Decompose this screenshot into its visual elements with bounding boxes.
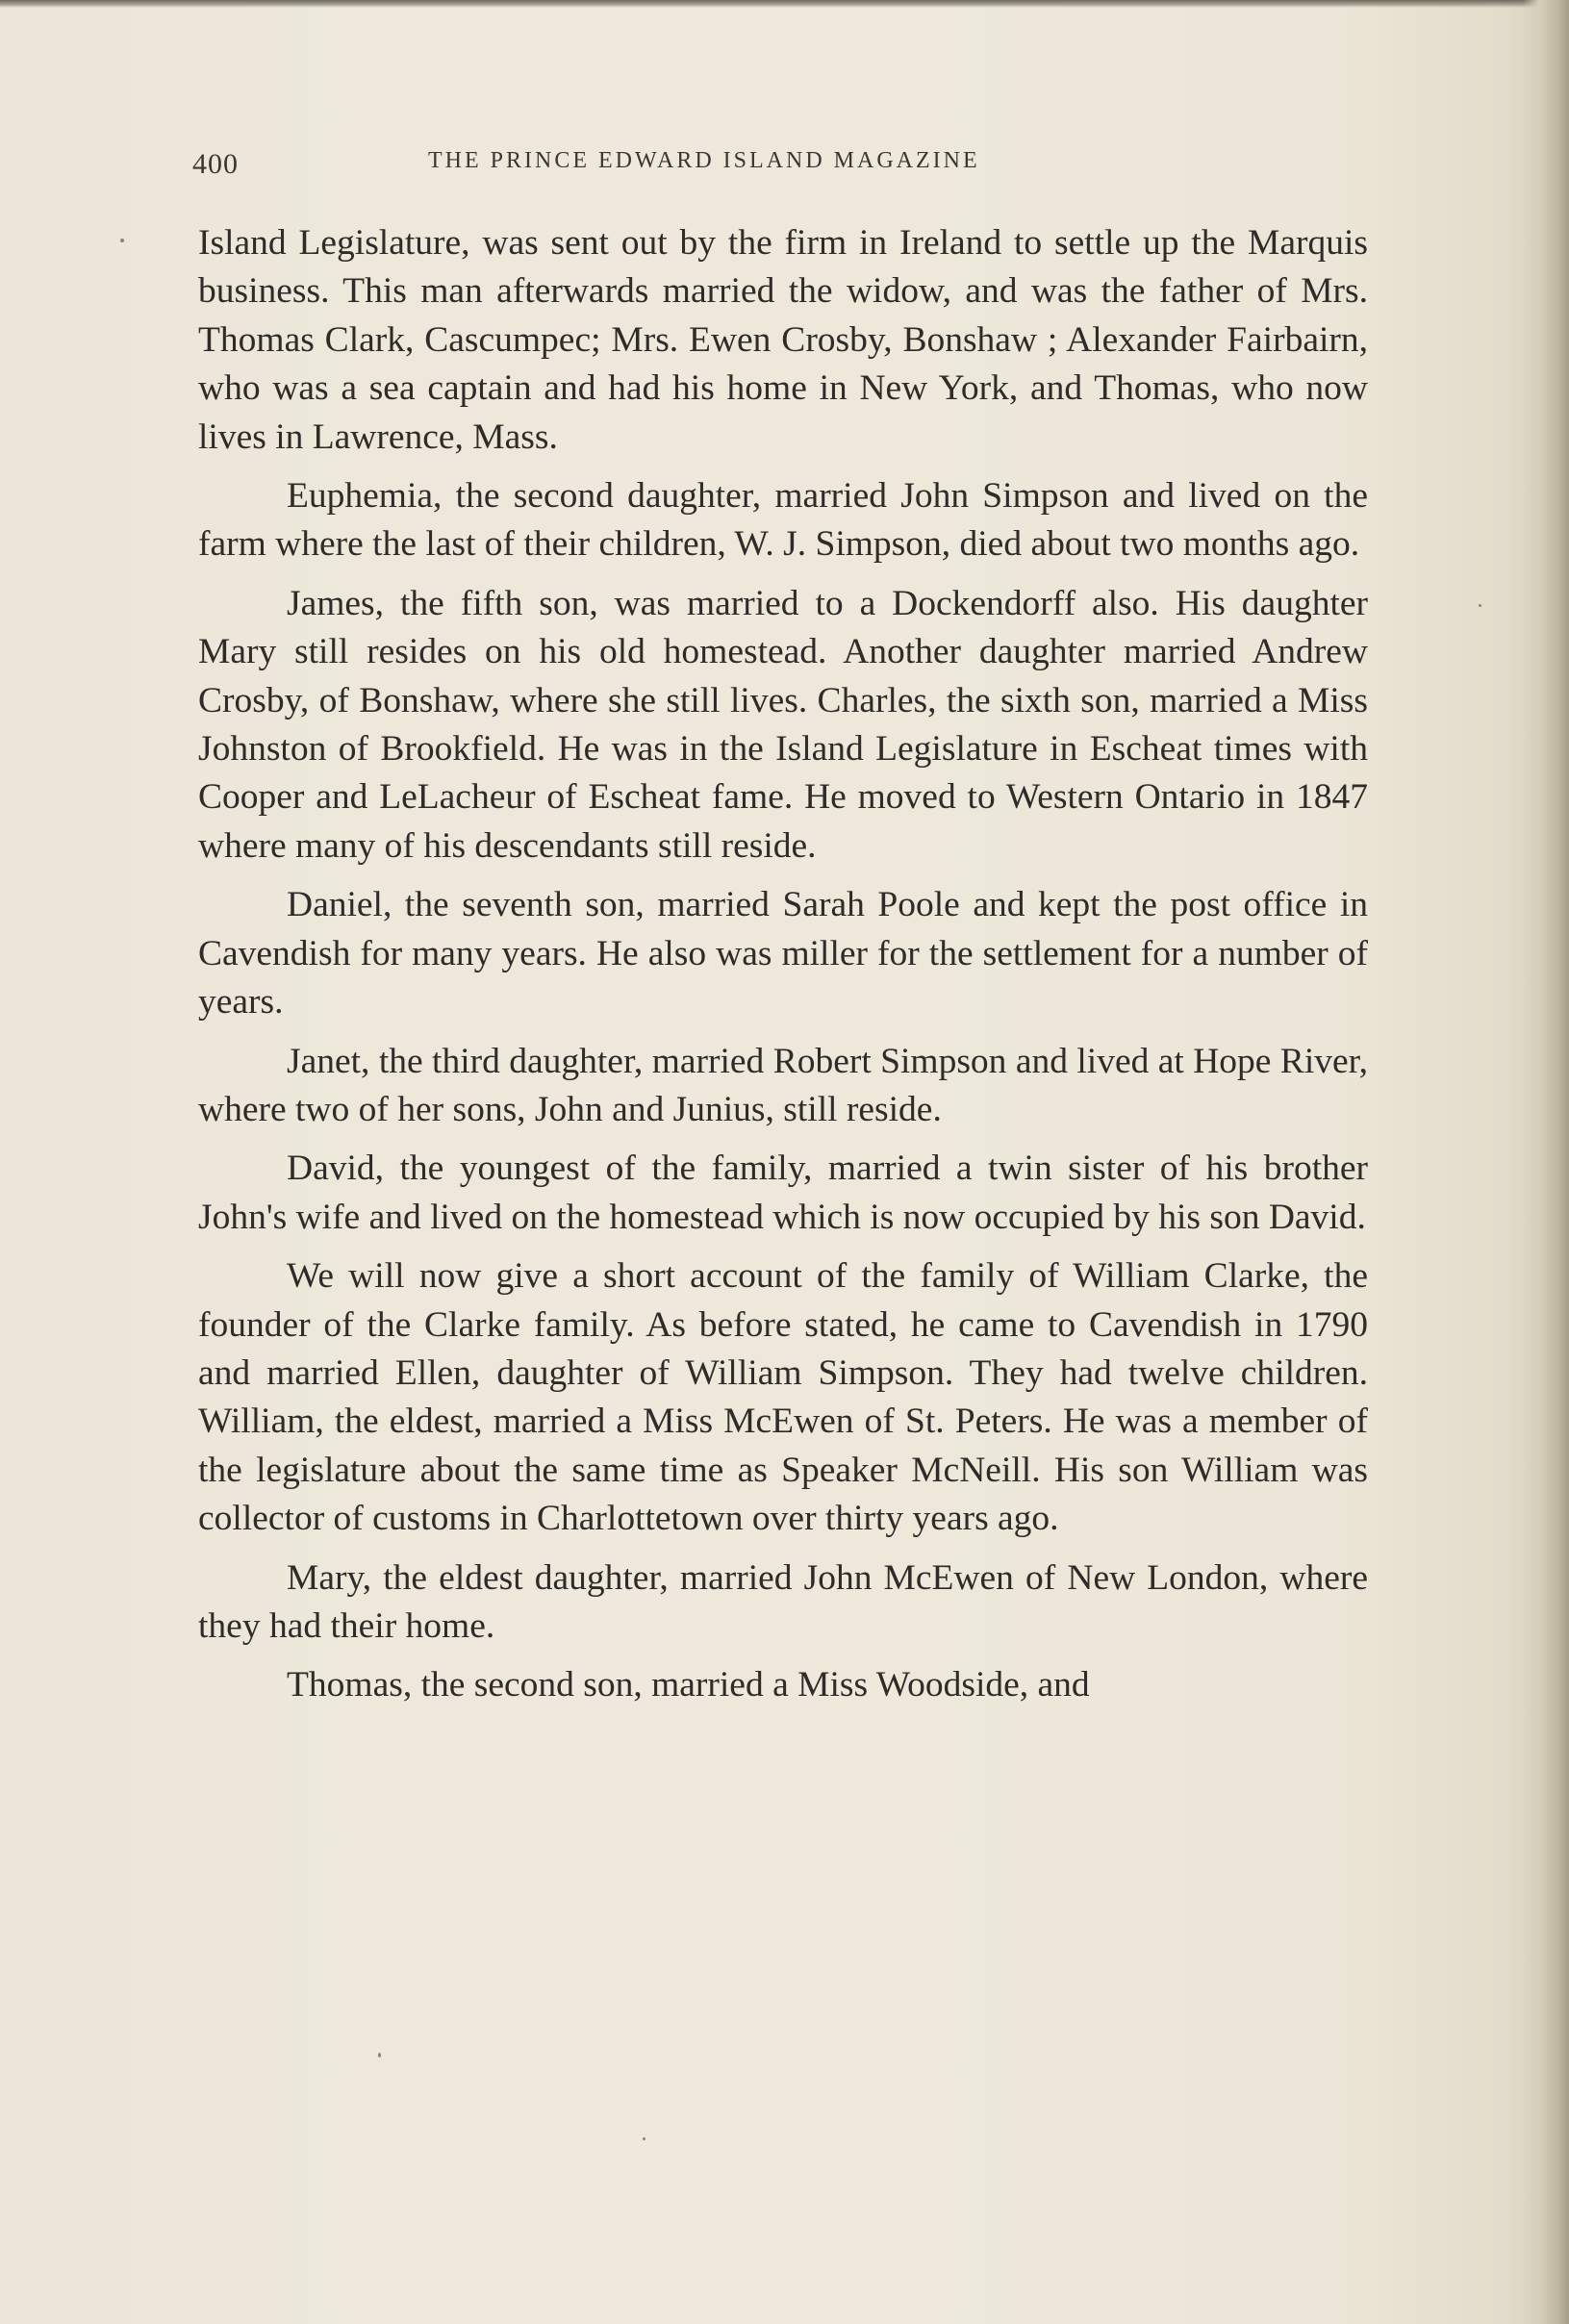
paragraph: Mary, the eldest daughter, married John McEwen of New London, where they had their home.	[198, 1557, 1368, 1646]
paragraph: David, the youngest of the family, married a twin sister of his brother John's wife and lived on the homestead which is now occupied by his son David.	[198, 1149, 1368, 1237]
paragraph: James, the fifth son, was married to a Dockendorff also. His daughter Mary still resides on his old homestead. Another daughter married Andrew Crosby, of Bonshaw, where she still lives. Charles, the sixth son, married a Miss Johnston of Brookfield. He was in the Island Legislature in Escheat times with Cooper and LeLacheur of Escheat fame. He moved to Western Ontario in 1847 where many of his descendants still reside.	[198, 583, 1368, 866]
paragraph: Island Legislature, was sent out by the firm in Ireland to settle up the Marquis business. This man afterwards married the widow, and was the father of Mrs. Thomas Clark, Cascumpec; Mrs. Ewen Crosby, Bonshaw ; Alexander Fairbairn, who was a sea captain and had his home in New York, and Thomas, who now lives in Lawrence, Mass.	[198, 223, 1368, 457]
page-number: 400	[192, 148, 239, 180]
article-body	[198, 219, 1368, 1710]
page-top-edge	[0, 0, 1569, 8]
paragraph: Janet, the third daughter, married Robert Simpson and lived at Hope River, where two of her sons, John and Junius, still reside.	[198, 1041, 1368, 1129]
paper-speck	[1479, 604, 1481, 607]
paper-speck	[643, 2137, 645, 2140]
paragraph: We will now give a short account of the family of William Clarke, the founder of the Clarke family. As before stated, he came to Cavendish in 1790 and married Ellen, daughter of William Simpson. They had twelve children. William, the eldest, married a Miss McEwen of St. Peters. He was a member of the legislature about the same time as Speaker McNeill. His son William was collector of customs in Charlottetown over thirty years ago.	[198, 1256, 1368, 1539]
page-right-edge	[1523, 0, 1569, 2324]
paragraph: Euphemia, the second daughter, married John Simpson and lived on the farm where the last of their children, W. J. Simpson, died about two months ago.	[198, 476, 1368, 565]
paper-speck	[378, 2053, 381, 2058]
running-head	[192, 144, 1202, 192]
paper-speck	[120, 239, 124, 242]
running-title: THE PRINCE EDWARD ISLAND MAGAZINE	[428, 148, 980, 173]
paragraph: Daniel, the seventh son, married Sarah Poole and kept the post office in Cavendish for many years. He also was miller for the settlement for a number of years.	[198, 885, 1368, 1023]
paragraph: Thomas, the second son, married a Miss Woodside, and	[287, 1665, 1090, 1705]
